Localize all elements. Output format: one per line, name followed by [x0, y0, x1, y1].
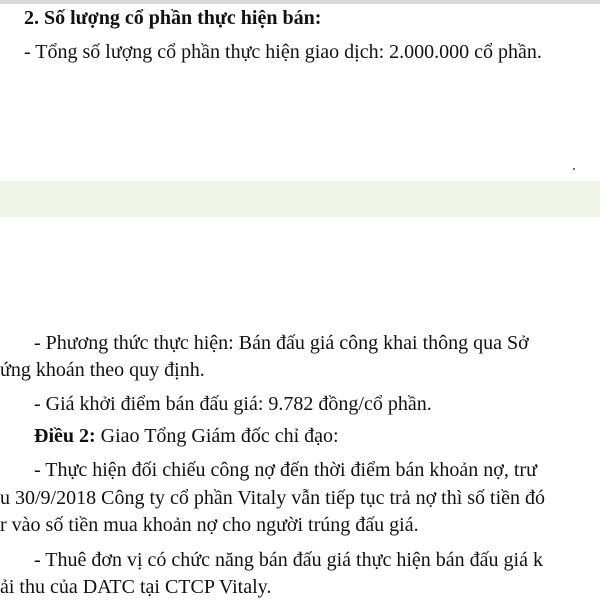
reconcile-line-2: u 30/9/2018 Công ty cổ phần Vitaly vẫn tiếp tục trả nợ thì số tiền đó — [0, 487, 546, 509]
hire-line-1: - Thuê đơn vị có chức năng bán đấu giá thực hiện bán đấu giá k — [34, 549, 543, 571]
method-line-1: - Phương thức thực hiện: Bán đấu giá công khai thông qua Sở — [34, 332, 529, 354]
section-heading: 2. Số lượng cổ phần thực hiện bán: — [24, 7, 322, 29]
speck — [573, 168, 575, 170]
total-shares-line: - Tổng số lượng cổ phần thực hiện giao dịch: 2.000.000 cổ phần. — [24, 41, 542, 63]
article2-label: Điều 2: — [34, 425, 96, 447]
article2-line — [34, 424, 339, 448]
reconcile-line-1: - Thực hiện đối chiếu công nợ đến thời điểm bán khoản nợ, trư — [34, 459, 537, 481]
article2-text: Giao Tổng Giám đốc chỉ đạo: — [95, 425, 339, 447]
page-top-edge — [0, 0, 600, 4]
reconcile-line-3: r vào số tiền mua khoản nợ cho người trúng đấu giá. — [0, 514, 419, 536]
price-line: - Giá khởi điểm bán đấu giá: 9.782 đồng/cổ phần. — [34, 393, 432, 415]
method-line-2: ứng khoán theo quy định. — [0, 359, 205, 381]
highlight-band — [0, 181, 600, 217]
hire-line-2: ải thu của DATC tại CTCP Vitaly. — [0, 576, 272, 598]
